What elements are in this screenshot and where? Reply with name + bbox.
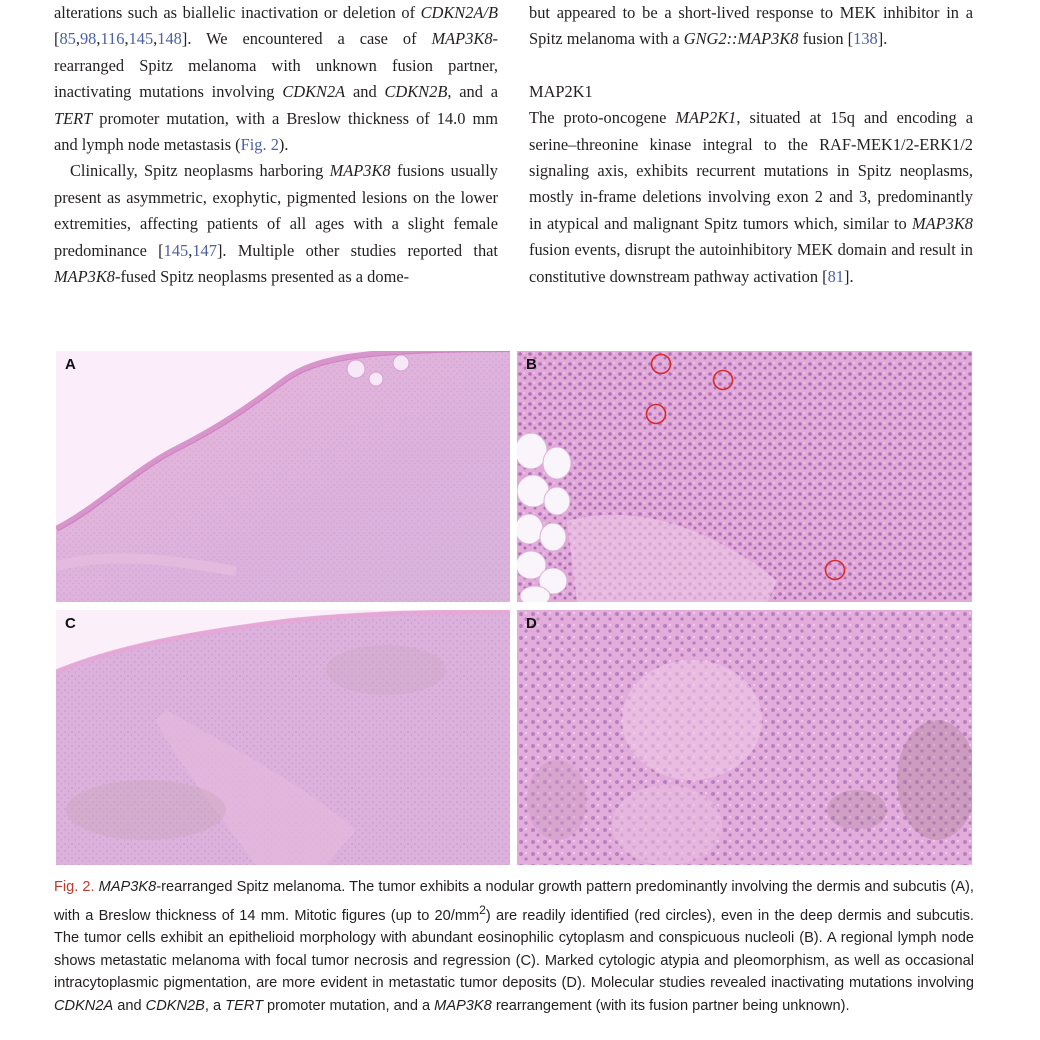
superscript: 2 (479, 902, 486, 917)
italic-term: GNG2::MAP3K8 (683, 29, 799, 49)
italic-term: MAP3K8 (329, 161, 391, 181)
histology-image-a (56, 351, 510, 602)
italic-term: TERT (225, 997, 263, 1014)
text-run: rearrangement (with its fusion partner being unknown). (491, 997, 850, 1014)
italic-term: MAP3K8 (98, 879, 157, 895)
figure-panel-d (517, 610, 972, 865)
text-run: , situated at 15q and encoding a serine–threonine kinase integral to the RAF-MEK1/2-ERK1/2 signaling axis, exhibits recurrent mutations in Spitz neoplasms, mostly in-frame deletions involving exon 2 and 3, predominantly in atypical and malignant Spitz tumors which, similar to (529, 108, 973, 233)
reference-link[interactable]: 116 (100, 29, 125, 49)
reference-link[interactable]: 85 (59, 29, 76, 49)
text-run: , a (204, 997, 226, 1014)
section-heading: MAP2K1 (529, 81, 593, 101)
italic-term: CDKN2A (282, 82, 346, 102)
panel-label-b: B (526, 356, 537, 373)
italic-term: MAP3K8 (434, 997, 492, 1014)
reference-link[interactable]: 145 (128, 29, 154, 49)
right-paragraph-1 (529, 0, 973, 53)
italic-term: TERT (54, 108, 93, 128)
text-run: , (124, 29, 129, 49)
left-paragraph-2 (54, 158, 498, 290)
text-run: promoter mutation, with a Breslow thickness of 14.0 mm and lymph node metastasis ( (54, 108, 498, 155)
right-text-column (529, 0, 973, 290)
italic-term: CDKN2A (54, 997, 114, 1014)
text-run: ]. Multiple other studies reported that (216, 240, 498, 260)
text-run: -fused Spitz neoplasms presented as a dome- (115, 267, 410, 287)
italic-term: CDKN2B (384, 82, 448, 102)
text-run: [ (54, 29, 60, 49)
right-paragraph-2 (529, 105, 973, 290)
text-run: ). (278, 135, 289, 155)
italic-term: MAP3K8 (431, 29, 493, 49)
text-run: fusion [ (798, 29, 854, 49)
reference-link[interactable]: 81 (827, 266, 844, 286)
text-run: fusion events, disrupt the autoinhibitory MEK domain and result in constitutive downstream pathway activation [ (529, 240, 973, 286)
text-run: -rearranged Spitz melanoma. The tumor exhibits a nodular growth pattern predominantly involving the dermis and subcutis (A), with a Breslow thickness of 14 mm. Mitotic figures (up to 20/mm (54, 879, 974, 924)
reference-link[interactable]: 138 (853, 29, 878, 49)
text-run: and (113, 997, 146, 1014)
italic-term: B (487, 3, 498, 22)
panel-label-a: A (65, 356, 76, 373)
reference-link[interactable]: Fig. 2 (240, 135, 279, 155)
text-run: , and a (447, 82, 499, 102)
figure-panel-b (517, 351, 972, 602)
text-run: ]. (843, 266, 854, 286)
text-run: ]. We encountered a case of (181, 29, 432, 49)
italic-term: CDKN2A/ (420, 3, 488, 22)
left-paragraph-1 (54, 0, 498, 158)
figure-label: Fig. 2. (54, 879, 95, 895)
text-run: but appeared to be a short-lived response to MEK inhibitor in a Spitz melanoma with a (529, 3, 973, 49)
panel-label-d: D (526, 615, 537, 632)
figure-panel-a (56, 351, 510, 602)
text-run: ) are readily identified (red circles), even in the deep dermis and subcutis. The tumor cells exhibit an epithelioid morphology with abundant eosinophilic cytoplasm and conspicuous nucleoli (B). A regional lymph node shows metastatic melanoma with focal tumor necrosis and regression (C). Marked cytologic atypia and pleomorphism, as well as occasional intracytoplasmic pigmentation, are more evident in metastatic tumor deposits (D). Molecular studies revealed inactivating mutations involving (54, 907, 974, 992)
italic-term: MAP3K8 (911, 213, 973, 233)
text-run: and (345, 82, 385, 102)
text-run: The proto-oncogene (529, 108, 676, 128)
figure-caption (54, 876, 974, 1017)
text-run: -rearranged Spitz melanoma with unknown fusion partner, inactivating mutations involving (54, 29, 498, 102)
figure-panel-c (56, 610, 510, 865)
reference-link[interactable]: 147 (192, 240, 217, 260)
italic-term: MAP3K8 (54, 267, 116, 287)
text-run: ]. (877, 29, 888, 49)
section-gap (529, 53, 973, 79)
text-run: Clinically, Spitz neoplasms harboring (70, 161, 330, 181)
reference-link[interactable]: 148 (157, 29, 182, 49)
histology-image-b (517, 351, 972, 602)
reference-link[interactable]: 145 (163, 240, 189, 260)
text-run: , (75, 29, 80, 49)
text-run: , (96, 29, 101, 49)
left-text-column (54, 0, 498, 290)
text-run: alterations such as biallelic inactivation or deletion of (54, 3, 421, 22)
histology-image-d (517, 610, 972, 865)
italic-term: CDKN2B (145, 997, 205, 1014)
text-run: fusions usually present as asymmetric, exophytic, pigmented lesions on the lower extremities, affecting patients of all ages with a slight female predominance [ (54, 161, 498, 260)
panel-label-c: C (65, 615, 76, 632)
text-run: promoter mutation, and a (263, 997, 435, 1014)
reference-link[interactable]: 98 (79, 29, 97, 49)
italic-term: MAP2K1 (675, 108, 737, 128)
text-run: , (153, 29, 158, 49)
histology-image-c (56, 610, 510, 865)
text-run: , (188, 240, 193, 260)
